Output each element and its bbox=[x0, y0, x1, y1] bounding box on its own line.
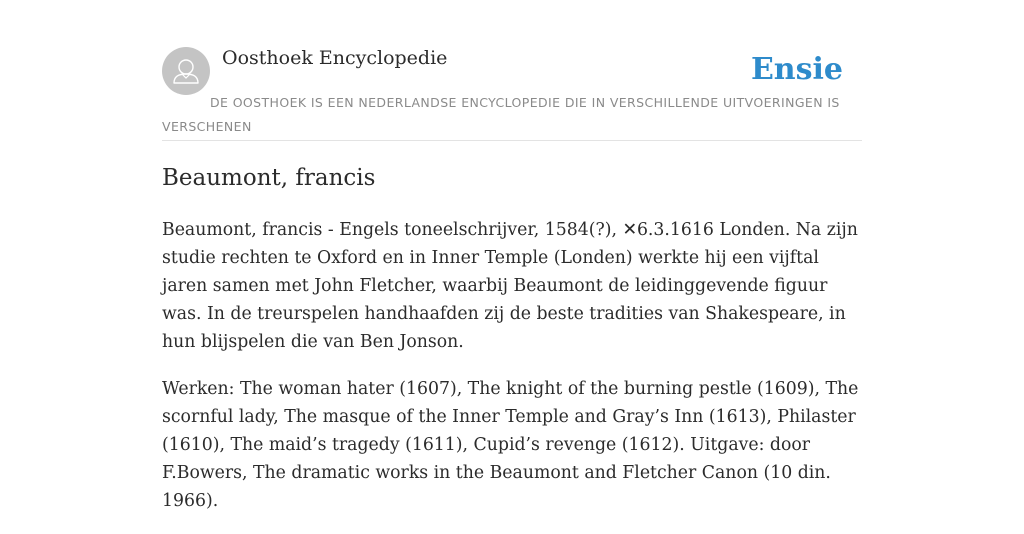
article-body bbox=[162, 216, 862, 534]
avatar[interactable] bbox=[162, 47, 210, 95]
article-title: Beaumont, francis bbox=[162, 165, 376, 191]
user-icon bbox=[162, 47, 210, 95]
site-header bbox=[162, 0, 862, 141]
article-paragraph: Beaumont, francis - Engels toneelschrijver, 1584(?), ✕6.3.1616 Londen. Na zijn studie rechten te Oxford en in Inner Temple (Londen) werkte hij een vijftal jaren samen met John Fletcher, waarbij Beaumont de leidinggevende figuur was. In de treurspelen handhaafden zij de beste tradities van Shakespeare, in hun blijspelen die van Ben Jonson. bbox=[162, 220, 858, 352]
page-container bbox=[162, 0, 862, 511]
brand-logo-link[interactable]: Ensie bbox=[750, 52, 843, 87]
article-paragraph: Werken: The woman hater (1607), The knight of the burning pestle (1609), The scornful lady, The masque of the Inner Temple and Gray’s Inn (1613), Philaster (1610), The maid’s tragedy (1611), Cupid’s revenge (1612). Uitgave: door F.Bowers, The dramatic works in the Beaumont and Fletcher Canon (10 din. 1966). bbox=[162, 379, 859, 511]
site-tagline: DE OOSTHOEK IS EEN NEDERLANDSE ENCYCLOPEDIE DIE IN VERSCHILLENDE UITVOERINGEN IS VERSCHENEN bbox=[162, 95, 840, 134]
site-name[interactable]: Oosthoek Encyclopedie bbox=[222, 47, 448, 69]
